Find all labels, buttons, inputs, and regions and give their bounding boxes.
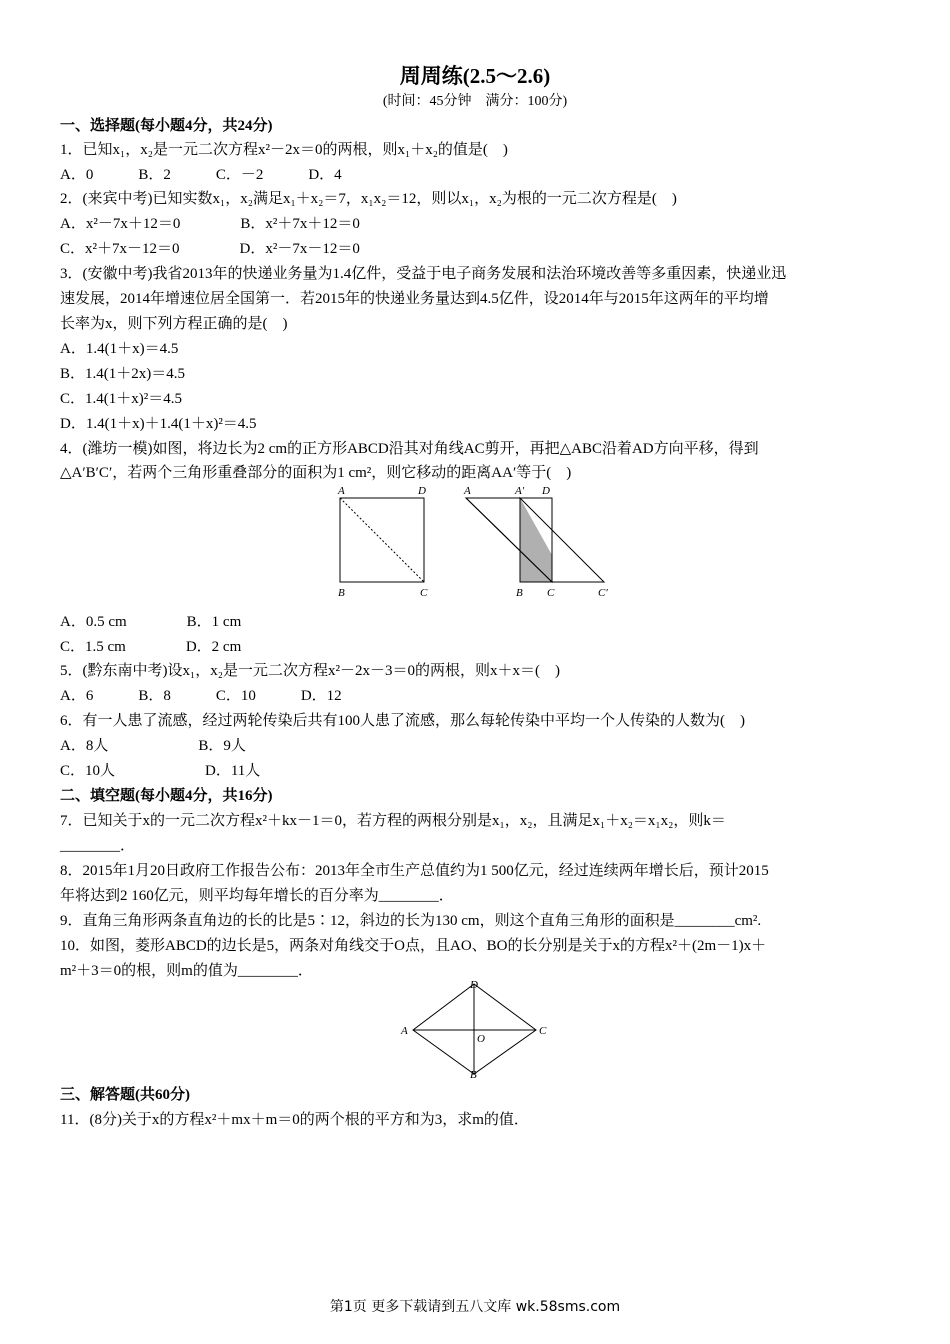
section-heading: 一、选择题(每小题4分，共24分) — [60, 118, 273, 134]
answer-options: A．x²－7x＋12＝0 B．x²＋7x＋12＝0 — [60, 216, 360, 232]
label-a: A — [401, 1025, 408, 1037]
question-text: 8．2015年1月20日政府工作报告公布：2013年全市生产总值约为1 500亿元，经过连续两年增长后，预计2015 — [60, 863, 769, 879]
answer-options: A．0.5 cm B．1 cm — [60, 614, 242, 630]
question-text: ________． — [60, 838, 136, 854]
answer-options: C．1.5 cm D．2 cm — [60, 639, 242, 655]
diagonal-ac — [340, 498, 424, 582]
rhombus-figure — [395, 978, 560, 1080]
label-d: D — [418, 485, 426, 497]
answer-options: A．6 B．8 C．10 D．12 — [60, 688, 342, 704]
answer-options: A．8人 B．9人 — [60, 738, 246, 754]
section-heading: 二、填空题(每小题4分，共16分) — [60, 788, 273, 804]
answer-option: B．1.4(1＋2x)＝4.5 — [60, 366, 185, 382]
page-title: 周周练(2.5～2.6) — [399, 64, 551, 88]
label-d: D — [470, 979, 478, 991]
label-b: B — [338, 587, 345, 599]
question-text: 7．已知关于x的一元二次方程x²＋kx－1＝0，若方程的两根分别是x₁，x₂，且满足x₁＋x₂＝x₁x₂，则k＝ — [60, 813, 726, 829]
label-a-prime: A′ — [515, 485, 525, 497]
answer-option: D．1.4(1＋x)＋1.4(1＋x)²＝4.5 — [60, 416, 257, 432]
question-text: 年将达到2 160亿元，则平均每年增长的百分率为________． — [60, 888, 454, 904]
answer-option: C．1.4(1＋x)²＝4.5 — [60, 391, 182, 407]
question-text: 5．(黔东南中考)设x₁，x₂是一元二次方程x²－2x－3＝0的两根，则x＋x＝( ) — [60, 663, 560, 679]
label-c: C — [420, 587, 428, 599]
square-translation-figure — [330, 482, 630, 600]
question-text: 2．(来宾中考)已知实数x₁，x₂满足x₁＋x₂＝7，x₁x₂＝12，则以x₁，x₂为根的一元二次方程是( ) — [60, 191, 677, 207]
question-text: 6．有一人患了流感，经过两轮传染后共有100人患了流感，那么每轮传染中平均一个人传染的人数为( ) — [60, 713, 745, 729]
label-a: A — [338, 485, 345, 497]
page-footer: 第1页 更多下载请到五八文库 wk.58sms.com — [329, 1299, 621, 1315]
question-text: 3．(安徽中考)我省2013年的快递业务量为1.4亿件，受益于电子商务发展和法治环境改善等多重因素，快递业迅 — [60, 266, 787, 282]
question-text: 11．(8分)关于x的方程x²＋mx＋m＝0的两个根的平方和为3，求m的值． — [60, 1112, 529, 1128]
label-c: C — [539, 1025, 547, 1037]
question-text: 10．如图，菱形ABCD的边长是5，两条对角线交于O点，且AO、BO的长分别是关于x的方程x²＋(2m－1)x＋ — [60, 938, 767, 954]
page-subtitle: (时间：45分钟 满分：100分) — [382, 94, 568, 109]
question-text: 9．直角三角形两条直角边的长的比是5∶12，斜边的长为130 cm，则这个直角三角形的面积是________cm². — [60, 913, 762, 929]
answer-options: A．0 B．2 C．－2 D．4 — [60, 167, 342, 183]
label-a: A — [464, 485, 471, 497]
label-d: D — [542, 485, 550, 497]
question-text: △A′B′C′，若两个三角形重叠部分的面积为1 cm²，则它移动的距离AA′等于( ) — [60, 465, 572, 481]
answer-options: C．x²＋7x－12＝0 D．x²－7x－12＝0 — [60, 241, 360, 257]
label-c-prime: C′ — [598, 587, 608, 599]
question-text: 4．(潍坊一模)如图，将边长为2 cm的正方形ABCD沿其对角线AC剪开，再把△ABC沿着AD方向平移，得到 — [60, 441, 759, 457]
label-c: C — [547, 587, 555, 599]
question-text: 长率为x，则下列方程正确的是( ) — [60, 316, 288, 332]
question-text: m²＋3＝0的根，则m的值为________． — [60, 963, 313, 979]
answer-options: C．10人 D．11人 — [60, 763, 261, 779]
question-text: 速发展，2014年增速位居全国第一．若2015年的快递业务量达到4.5亿件，设2014年与2015年这两年的平均增 — [60, 291, 769, 307]
section-heading: 三、解答题(共60分) — [60, 1087, 190, 1103]
label-o: O — [477, 1033, 485, 1045]
label-b: B — [470, 1069, 477, 1080]
question-text: 1．已知x₁，x₂是一元二次方程x²－2x＝0的两根，则x₁＋x₂的值是( ) — [60, 142, 508, 158]
answer-option: A．1.4(1＋x)＝4.5 — [60, 341, 179, 357]
label-b: B — [516, 587, 523, 599]
